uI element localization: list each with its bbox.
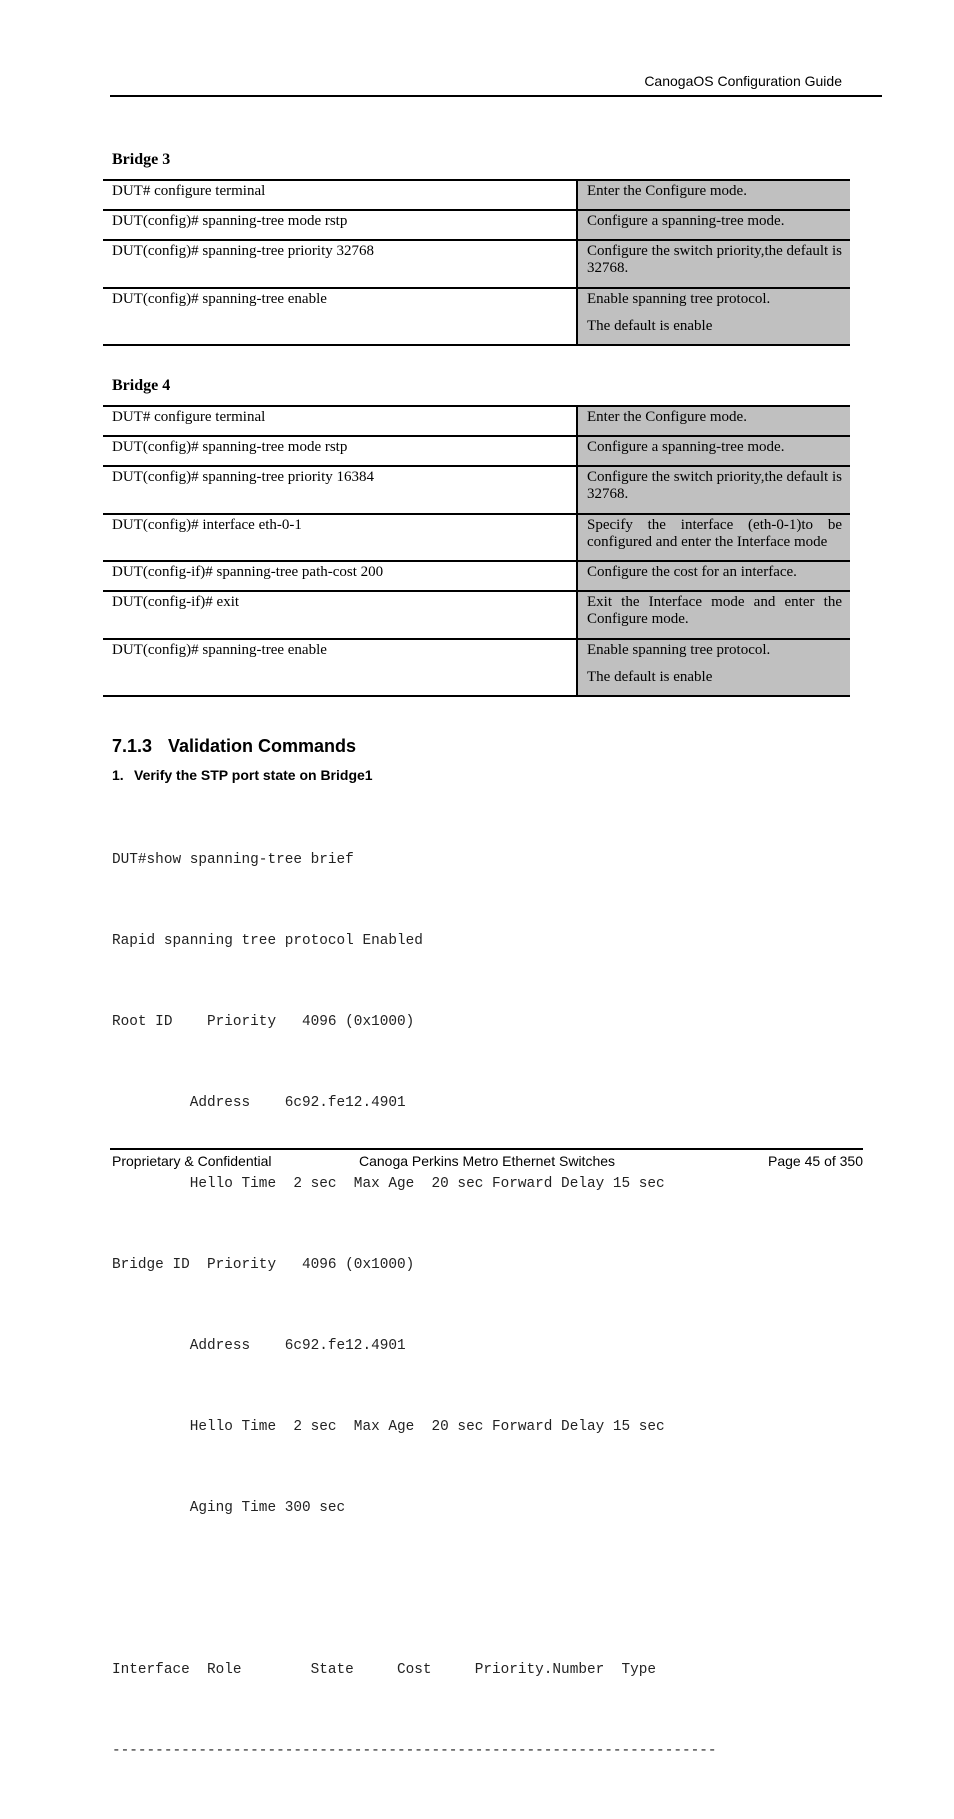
- description-cell: Exit the Interface mode and enter the Configure mode.: [577, 591, 850, 639]
- description-cell: Configure the cost for an interface.: [577, 561, 850, 591]
- command-cell: DUT(config)# spanning-tree priority 16384: [103, 466, 577, 514]
- bridge4-heading: Bridge 4: [112, 377, 171, 394]
- section-heading: [112, 736, 356, 757]
- table-row: [103, 240, 850, 288]
- code-line: Interface Role State Cost Priority.Number Type: [112, 1662, 657, 1678]
- bridge3-command-table: [103, 179, 850, 346]
- code-line: DUT#show spanning-tree brief: [112, 852, 354, 868]
- description-line: The default is enable: [587, 669, 713, 685]
- table-row: [103, 436, 850, 466]
- code-line: ----------------------------------------------------------------------: [112, 1743, 717, 1759]
- command-cell: DUT(config)# spanning-tree mode rstp: [103, 436, 577, 466]
- command-cell: DUT(config-if)# exit: [103, 591, 577, 639]
- description-cell: Configure a spanning-tree mode.: [577, 436, 850, 466]
- footer-page-number: Page 45 of 350: [768, 1153, 863, 1169]
- table-row: [103, 406, 850, 436]
- description-cell: Enter the Configure mode.: [577, 406, 850, 436]
- description-cell: Specify the interface (eth-0-1)to be configured and enter the Interface mode: [577, 514, 850, 561]
- cli-output: [112, 793, 717, 1819]
- description-cell: Configure a spanning-tree mode.: [577, 210, 850, 240]
- footer-rule: [110, 1148, 863, 1150]
- code-line: Hello Time 2 sec Max Age 20 sec Forward Delay 15 sec: [112, 1176, 665, 1192]
- table-row: [103, 210, 850, 240]
- description-cell: [577, 288, 850, 345]
- code-line: Bridge ID Priority 4096 (0x1000): [112, 1257, 415, 1273]
- description-cell: Configure the switch priority,the default is 32768.: [577, 466, 850, 514]
- description-line: The default is enable: [587, 318, 713, 334]
- subsection-number: 1.: [112, 767, 124, 783]
- description-cell: [577, 639, 850, 696]
- footer-left: Proprietary & Confidential: [112, 1153, 272, 1169]
- command-cell: DUT# configure terminal: [103, 180, 577, 210]
- command-cell: DUT(config)# spanning-tree enable: [103, 639, 577, 696]
- command-cell: DUT(config)# spanning-tree priority 32768: [103, 240, 577, 288]
- section-title: Validation Commands: [168, 736, 357, 756]
- table-row: [103, 180, 850, 210]
- command-cell: DUT(config)# spanning-tree enable: [103, 288, 577, 345]
- subsection-heading: [112, 767, 373, 783]
- code-line: Hello Time 2 sec Max Age 20 sec Forward Delay 15 sec: [112, 1419, 665, 1435]
- command-cell: DUT(config-if)# spanning-tree path-cost 200: [103, 561, 577, 591]
- header-rule: [110, 95, 882, 97]
- code-line: Rapid spanning tree protocol Enabled: [112, 933, 423, 949]
- table-row: [103, 561, 850, 591]
- bridge4-command-table: [103, 405, 850, 697]
- header-title: CanogaOS Configuration Guide: [644, 73, 842, 89]
- code-line: Address 6c92.fe12.4901: [112, 1095, 406, 1111]
- description-cell: Configure the switch priority,the default is 32768.: [577, 240, 850, 288]
- subsection-title: Verify the STP port state on Bridge1: [134, 767, 373, 783]
- code-line: [112, 1576, 717, 1603]
- command-cell: DUT(config)# interface eth-0-1: [103, 514, 577, 561]
- section-number: 7.1.3: [112, 736, 153, 756]
- command-cell: DUT# configure terminal: [103, 406, 577, 436]
- code-line: Root ID Priority 4096 (0x1000): [112, 1014, 415, 1030]
- description-cell: Enter the Configure mode.: [577, 180, 850, 210]
- description-line: Enable spanning tree protocol.: [587, 291, 771, 307]
- table-row: [103, 639, 850, 696]
- code-line: Aging Time 300 sec: [112, 1500, 346, 1516]
- table-row: [103, 466, 850, 514]
- table-row: [103, 514, 850, 561]
- command-cell: DUT(config)# spanning-tree mode rstp: [103, 210, 577, 240]
- table-row: [103, 591, 850, 639]
- bridge3-heading: Bridge 3: [112, 151, 171, 168]
- table-row: [103, 288, 850, 345]
- description-line: Enable spanning tree protocol.: [587, 642, 771, 658]
- footer-center: Canoga Perkins Metro Ethernet Switches: [359, 1153, 616, 1169]
- code-line: Address 6c92.fe12.4901: [112, 1338, 406, 1354]
